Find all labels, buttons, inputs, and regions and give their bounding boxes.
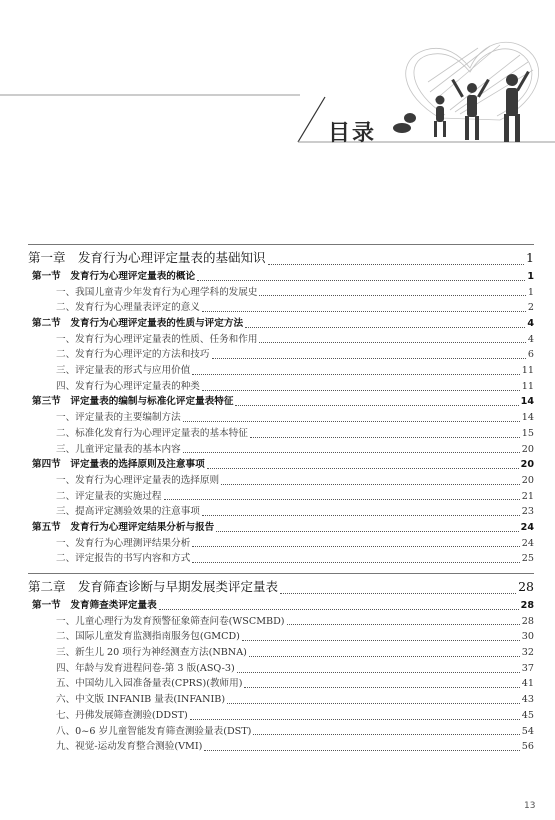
item-title: 九、视觉-运动发育整合测验(VMI): [56, 741, 203, 753]
dot-leader: [159, 609, 519, 610]
dot-leader: [197, 280, 525, 281]
section-page-number: 20: [520, 459, 534, 471]
chapter-page-number: 28: [518, 579, 534, 595]
item-page-number: 14: [521, 412, 534, 424]
toc-item-entry[interactable]: [28, 724, 534, 740]
dot-leader: [245, 327, 525, 328]
item-title: 一、发育行为心理测评结果分析: [56, 537, 191, 549]
dot-leader: [183, 452, 520, 453]
toc-item-entry[interactable]: [28, 300, 534, 316]
dot-leader: [250, 437, 520, 438]
toc-item-entry[interactable]: [28, 363, 534, 379]
dot-leader: [237, 672, 520, 673]
toc-item-entry[interactable]: [28, 692, 534, 708]
dot-leader: [235, 405, 518, 406]
item-page-number: 45: [521, 709, 534, 721]
page-title: 目录: [328, 121, 377, 146]
item-page-number: 56: [521, 741, 534, 753]
toc-item-entry[interactable]: [28, 739, 534, 755]
item-page-number: 37: [521, 662, 534, 674]
header-decoration: [0, 0, 555, 210]
item-page-number: 25: [521, 553, 534, 565]
section-title: 第五节 发育行为心理评定结果分析与报告: [32, 521, 215, 533]
toc-item-entry[interactable]: [28, 347, 534, 363]
dot-leader: [202, 515, 520, 516]
toc-section-entry[interactable]: [28, 457, 534, 473]
section-title: 第一节 发育筛查类评定量表: [32, 600, 157, 612]
item-title: 六、中文版 INFANIB 量表(INFANIB): [56, 694, 226, 706]
dot-leader: [204, 750, 519, 751]
dot-leader: [244, 687, 519, 688]
item-title: 二、评定量表的实施过程: [56, 490, 162, 502]
item-page-number: 30: [521, 631, 534, 643]
item-title: 二、发育行为心理评定的方法和技巧: [56, 349, 210, 361]
item-page-number: 28: [521, 615, 534, 627]
item-title: 三、儿童评定量表的基本内容: [56, 443, 181, 455]
dot-leader: [192, 562, 519, 563]
item-title: 八、0~6 岁儿童智能发育筛查测验量表(DST): [56, 725, 252, 737]
section-page-number: 28: [520, 600, 534, 612]
item-title: 二、标准化发育行为心理评定量表的基本特征: [56, 427, 248, 439]
dot-leader: [216, 531, 518, 532]
toc-item-entry[interactable]: [28, 410, 534, 426]
table-of-contents: [28, 244, 534, 755]
dot-leader: [280, 593, 516, 594]
item-title: 三、评定量表的形式与应用价值: [56, 365, 191, 377]
toc-chapter-entry[interactable]: [28, 576, 534, 598]
section-title: 第一节 发育行为心理评定量表的概论: [32, 270, 196, 282]
item-title: 二、评定报告的书写内容和方式: [56, 553, 191, 565]
toc-section-entry[interactable]: [28, 598, 534, 614]
dot-leader: [183, 421, 520, 422]
section-title: 第二节 发育行为心理评定量表的性质与评定方法: [32, 318, 244, 330]
item-page-number: 11: [521, 380, 534, 392]
toc-item-entry[interactable]: [28, 551, 534, 567]
toc-item-entry[interactable]: [28, 285, 534, 301]
section-page-number: 1: [527, 270, 534, 282]
item-page-number: 20: [521, 474, 534, 486]
item-page-number: 23: [521, 506, 534, 518]
toc-item-entry[interactable]: [28, 504, 534, 520]
section-page-number: 4: [527, 318, 534, 330]
dot-leader: [212, 358, 526, 359]
item-title: 一、评定量表的主要编制方法: [56, 412, 181, 424]
dot-leader: [221, 484, 520, 485]
item-title: 一、儿童心理行为发育预警征象筛查问卷(WSCMBD): [56, 615, 285, 627]
toc-section-entry[interactable]: [28, 269, 534, 285]
dot-leader: [287, 624, 520, 625]
dot-leader: [259, 342, 525, 343]
dot-leader: [192, 374, 519, 375]
toc-item-entry[interactable]: [28, 661, 534, 677]
item-title: 四、发育行为心理评定量表的种类: [56, 380, 200, 392]
chapter-page-number: 1: [526, 250, 534, 265]
toc-item-entry[interactable]: [28, 426, 534, 442]
item-title: 三、新生儿 20 项行为神经测查方法(NBNA): [56, 647, 247, 659]
toc-item-entry[interactable]: [28, 536, 534, 552]
item-page-number: 32: [521, 647, 534, 659]
item-page-number: 11: [521, 365, 534, 377]
item-page-number: 15: [521, 427, 534, 439]
section-title: 第三节 评定量表的编制与标准化评定量表特征: [32, 396, 234, 408]
toc-section-entry[interactable]: [28, 316, 534, 332]
dot-leader: [268, 264, 525, 265]
dot-leader: [164, 499, 520, 500]
section-title: 第四节 评定量表的选择原则及注意事项: [32, 459, 205, 471]
dot-leader: [202, 390, 520, 391]
item-page-number: 54: [521, 725, 534, 737]
dot-leader: [249, 656, 520, 657]
dot-leader: [259, 295, 525, 296]
chapter-title: 第一章 发育行为心理评定量表的基础知识: [28, 250, 266, 265]
toc-item-entry[interactable]: [28, 614, 534, 630]
item-title: 五、中国幼儿入园准备量表(CPRS)(教师用): [56, 678, 243, 690]
chapter-block: [28, 244, 534, 567]
toc-chapter-entry[interactable]: [28, 247, 534, 269]
item-title: 二、国际儿童发育监测指南服务包(GMCD): [56, 631, 240, 643]
item-title: 一、发育行为心理评定量表的性质、任务和作用: [56, 333, 258, 345]
dot-leader: [190, 719, 520, 720]
page-header: [0, 0, 555, 210]
children-silhouettes-illustration: [393, 71, 530, 142]
dot-leader: [192, 546, 519, 547]
item-page-number: 41: [521, 678, 534, 690]
toc-item-entry[interactable]: [28, 442, 534, 458]
toc-item-entry[interactable]: [28, 677, 534, 693]
toc-section-entry[interactable]: [28, 395, 534, 411]
item-title: 二、发育行为心理量表评定的意义: [56, 302, 200, 314]
toc-item-entry[interactable]: [28, 708, 534, 724]
toc-item-entry[interactable]: [28, 332, 534, 348]
item-title: 七、丹佛发展筛查测验(DDST): [56, 709, 188, 721]
item-page-number: 43: [521, 694, 534, 706]
toc-item-entry[interactable]: [28, 629, 534, 645]
chapter-block: [28, 573, 534, 755]
item-title: 三、提高评定测验效果的注意事项: [56, 506, 200, 518]
item-page-number: 24: [521, 537, 534, 549]
item-title: 一、我国儿童青少年发育行为心理学科的发展史: [56, 286, 258, 298]
item-page-number: 6: [527, 349, 534, 361]
toc-item-entry[interactable]: [28, 379, 534, 395]
dot-leader: [207, 468, 519, 469]
toc-item-entry[interactable]: [28, 645, 534, 661]
toc-section-entry[interactable]: [28, 520, 534, 536]
chapter-title: 第二章 发育筛查诊断与早期发展类评定量表: [28, 579, 279, 595]
item-page-number: 1: [527, 286, 534, 298]
header-slash: [298, 97, 325, 142]
toc-item-entry[interactable]: [28, 473, 534, 489]
item-title: 一、发育行为心理评定量表的选择原则: [56, 474, 220, 486]
dot-leader: [202, 311, 526, 312]
dot-leader: [227, 703, 520, 704]
dot-leader: [253, 734, 519, 735]
section-page-number: 24: [520, 521, 534, 533]
section-page-number: 14: [520, 396, 534, 408]
page-number: 13: [524, 801, 536, 811]
dot-leader: [242, 640, 520, 641]
item-page-number: 21: [521, 490, 534, 502]
item-title: 四、年龄与发育进程问卷-第 3 版(ASQ-3): [56, 662, 235, 674]
item-page-number: 4: [527, 333, 534, 345]
item-page-number: 2: [527, 302, 534, 314]
toc-item-entry[interactable]: [28, 489, 534, 505]
item-page-number: 20: [521, 443, 534, 455]
